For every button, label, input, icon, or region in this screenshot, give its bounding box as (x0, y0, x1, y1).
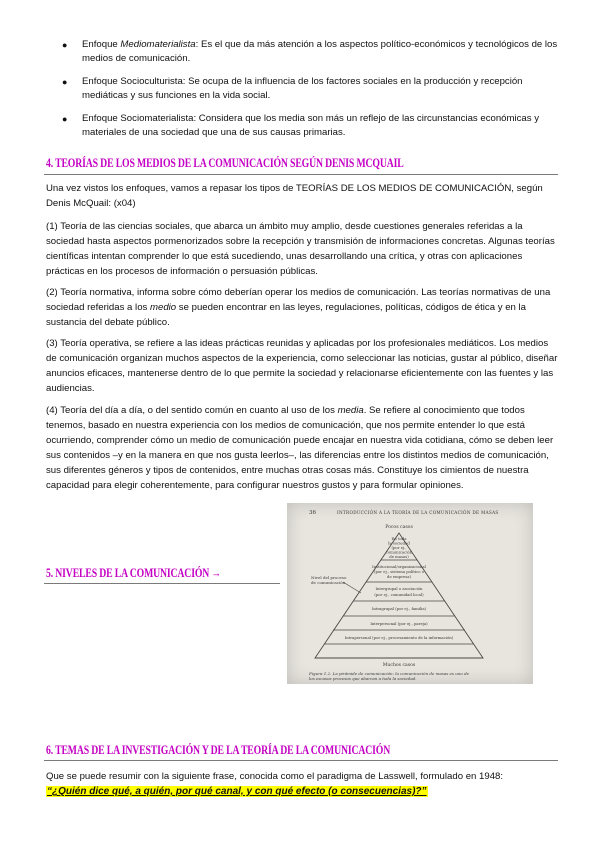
pyramid-level-label: (por ej., (391, 545, 407, 550)
theory-operative: (3) Teoría operativa, se refiere a las ideas prácticas reunidas y aplicadas por los profesionales mediáticos. Los medios de comunicación organizan muchos aspectos de la experiencia, como seleccionar las noticias, gustar al público, diseñar anuncios eficaces, mantenerse dentro de lo que permite la sociedad y relacionarse eficientemente con las fuentes y las audiencias. (46, 338, 558, 394)
section-6-intro: Que se puede resumir con la siguiente frase, conocida como el paradigma de Lasswell, formulado en 1948: (46, 771, 504, 782)
pyramid-level-label: Intrapersonal (por ej., procesamiento de la información) (344, 635, 454, 640)
figure-caption: Figura 1.2. La pirámide de comunicación: la comunicación de masas es uno de (309, 671, 470, 676)
pyramid-level-label: la sociedad (388, 540, 410, 546)
pyramid-level-label: Interpersonal (por ej., pareja) (370, 621, 428, 626)
pyramid-level-label: (por ej., sistema político o (373, 569, 425, 574)
section-6-divider (44, 760, 558, 761)
bullet-icon: ● (62, 114, 68, 124)
figure-running-head: INTRODUCCIÓN A LA TEORÍA DE LA COMUNICACIÓN DE MASAS (337, 510, 499, 515)
list-item-text: Enfoque Socioculturista: Se ocupa de la influencia de los factores sociales en la producción y recepción mediáticas y sus funciones en la vida social. (82, 76, 523, 101)
pyramid-side-label: de comunicación (311, 580, 346, 585)
pyramid-level-label: de empresa) (387, 574, 411, 579)
approaches-list (62, 38, 562, 149)
pyramid-level-label: de masas) (389, 554, 409, 559)
pyramid-figure-photo (287, 503, 533, 684)
theory-social-sciences: (1) Teoría de las ciencias sociales, que abarca un ámbito muy amplio, desde cuestiones generales referidas a la sociedad hasta aspectos pormenorizados sobre la recepción y transmisión de informaciones concretas. Algunas teorías científicas intentan comprender lo que está sucediendo, unas desarrollando una crítica, y otras con aplicaciones prácticas en los procesos de información o persuasión públicas. (46, 221, 555, 277)
lasswell-quote: “¿Quién dice qué, a quién, por qué canal, y con qué efecto (o consecuencias)?” (47, 786, 427, 797)
section-4-intro: Una vez vistos los enfoques, vamos a repasar los tipos de TEORÍAS DE LOS MEDIOS DE COMUNICACIÓN, según Denis McQuail: (x04) (46, 183, 543, 209)
bullet-icon: ● (62, 40, 68, 50)
figure-page-number: 36 (309, 510, 316, 516)
list-item (62, 38, 562, 66)
figure-caption: los escasos procesos que abarcan a toda la sociedad. (309, 676, 417, 681)
section-4-heading: 4. TEORÍAS DE LOS MEDIOS DE LA COMUNICACIÓN SEGÚN DENIS MCQUAIL (46, 156, 404, 170)
pyramid-level-label: (por ej., comunidad local) (374, 592, 424, 597)
communication-pyramid-diagram (287, 503, 533, 684)
list-item-text: Enfoque Mediomaterialista: Es el que da más atención a los aspectos político-económicos y tecnológicos de los medios de comunicación. (82, 39, 558, 64)
pyramid-level-label: Intragrupal (por ej., familia) (371, 606, 427, 611)
list-item-text: Enfoque Sociomaterialista: Considera que los media son más un reflejo de las circunstancias económicas y materiales de una sociedad que una de sus causas primarias. (82, 113, 540, 138)
pyramid-side-label: Nivel del proceso (311, 575, 347, 580)
section-6-heading: 6. TEMAS DE LA INVESTIGACIÓN Y DE LA TEORÍA DE LA COMUNICACIÓN (46, 743, 391, 757)
section-5-divider (44, 583, 280, 584)
list-item (62, 75, 562, 103)
theory-normative: (2) Teoría normativa, informa sobre cómo deberían operar los medios de comunicación. Las teorías normativas de una sociedad referidas a los medio se pueden encontrar en las leyes, regulaciones, políticas, códigos de ética y en la sustancia del debate público. (46, 287, 551, 328)
pyramid-side-pointer (343, 582, 361, 593)
theory-everyday: (4) Teoría del día a día, o del sentido común en cuanto al uso de los media. Se refiere al conocimiento que todos tenemos, basado en nuestra experiencia con los medios de comunicación, que nos permite entender lo que está ocurriendo, comprender cómo un medio de comunicación puede encajar en nuestra vida cotidiana, cómo se deben leer sus contenidos –y en la manera en que nos gusta leerlos–, las diferencias entre los distintos medios de comunicación, sus diferentes géneros y tipos de contenidos, entre muchas otras cosas más. Constituye los cimientos de nuestra capacidad para elegir coherentemente, para configurar nuestros gustos y para formular opiniones. (46, 405, 554, 491)
section-4-divider (44, 174, 558, 175)
pyramid-level-label: En toda (391, 536, 407, 541)
pyramid-top-label: Pocos casos (385, 525, 413, 530)
pyramid-bottom-label: Muchos casos (382, 663, 416, 668)
section-5-heading: 5. NIVELES DE LA COMUNICACIÓN → (46, 566, 222, 580)
pyramid-level-label: Intergrupal o asociación (375, 586, 423, 591)
list-item (62, 112, 562, 140)
bullet-icon: ● (62, 77, 68, 87)
pyramid-level-label: Institucional/organizacional (372, 564, 426, 569)
pyramid-level-label: comunicación (385, 549, 413, 555)
